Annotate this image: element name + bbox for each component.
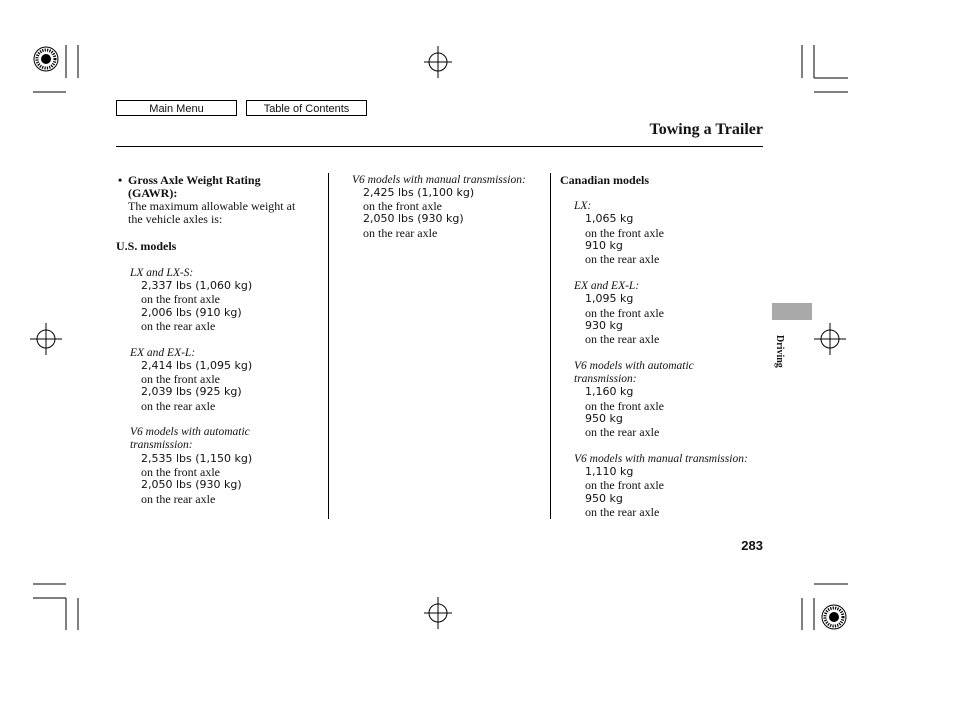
ca-v6-auto-rear-label: on the rear axle [585, 425, 660, 439]
ex-front-value: 2,414 lbs (1,095 kg) [141, 359, 253, 372]
ca-v6-manual-rear-label: on the rear axle [585, 505, 660, 519]
page-title: Towing a Trailer [649, 121, 763, 138]
ca-lx-front-label: on the front axle [585, 226, 664, 240]
ca-ex-front-label: on the front axle [585, 306, 664, 320]
page-number: 283 [741, 538, 763, 553]
v6-manual-rear-label: on the rear axle [363, 226, 438, 240]
section-tab-label: Driving [774, 335, 785, 368]
ca-v6-auto-rear-value: 950 kg [585, 412, 623, 425]
v6-auto-front-value: 2,535 lbs (1,150 kg) [141, 452, 253, 465]
ex-rear-label: on the rear axle [141, 399, 216, 413]
ca-v6-manual-front-label: on the front axle [585, 478, 664, 492]
registration-target-bottom-right [822, 605, 846, 629]
canadian-models-heading: Canadian models [560, 173, 650, 187]
ca-ex-front-value: 1,095 kg [585, 292, 634, 305]
bullet: • [118, 173, 123, 187]
main-menu-button[interactable]: Main Menu [116, 100, 237, 116]
ca-v6-auto-label-line2: transmission: [574, 373, 637, 385]
registration-target-top-left [34, 47, 58, 71]
v6-manual-rear-value: 2,050 lbs (930 kg) [363, 212, 464, 225]
registration-crosshair-right [814, 323, 846, 355]
ca-ex-rear-label: on the rear axle [585, 332, 660, 346]
ca-v6-manual-front-value: 1,110 kg [585, 465, 634, 478]
table-of-contents-button[interactable]: Table of Contents [246, 100, 367, 116]
gawr-heading-line2: (GAWR): [128, 186, 178, 200]
ca-v6-auto-label: V6 models with automatic [574, 360, 694, 372]
v6-manual-label: V6 models with manual transmission: [352, 174, 526, 186]
header-rule [116, 146, 763, 147]
v6-manual-front-label: on the front axle [363, 199, 442, 213]
ca-lx-front-value: 1,065 kg [585, 212, 634, 225]
lx-label: LX and LX-S: [130, 267, 194, 279]
registration-crosshair-top [424, 46, 452, 78]
ca-lx-rear-value: 910 kg [585, 239, 623, 252]
v6-auto-label: V6 models with automatic [130, 426, 250, 438]
v6-auto-label-line2: transmission: [130, 439, 193, 451]
ca-lx-rear-label: on the rear axle [585, 252, 660, 266]
v6-manual-front-value: 2,425 lbs (1,100 kg) [363, 186, 475, 199]
lx-front-value: 2,337 lbs (1,060 kg) [141, 279, 253, 292]
lx-front-label: on the front axle [141, 292, 220, 306]
ca-ex-rear-value: 930 kg [585, 319, 623, 332]
section-tab[interactable] [772, 303, 812, 320]
ca-v6-manual-rear-value: 950 kg [585, 492, 623, 505]
column-divider [550, 173, 551, 519]
ca-lx-label: LX: [574, 200, 592, 212]
ex-label: EX and EX-L: [130, 347, 196, 359]
ca-v6-auto-front-value: 1,160 kg [585, 385, 634, 398]
us-models-heading: U.S. models [116, 239, 177, 253]
ca-v6-auto-front-label: on the front axle [585, 399, 664, 413]
v6-auto-rear-label: on the rear axle [141, 492, 216, 506]
registration-crosshair-left [30, 323, 62, 355]
ex-front-label: on the front axle [141, 372, 220, 386]
column-divider [328, 173, 329, 519]
gawr-heading: Gross Axle Weight Rating [128, 173, 261, 187]
gawr-description-line2: the vehicle axles is: [128, 212, 223, 226]
ex-rear-value: 2,039 lbs (925 kg) [141, 385, 242, 398]
ca-ex-label: EX and EX-L: [574, 280, 640, 292]
ca-v6-manual-label: V6 models with manual transmission: [574, 453, 748, 465]
registration-crosshair-bottom [424, 597, 452, 629]
gawr-description: The maximum allowable weight at [128, 199, 296, 213]
v6-auto-front-label: on the front axle [141, 465, 220, 479]
v6-auto-rear-value: 2,050 lbs (930 kg) [141, 478, 242, 491]
lx-rear-value: 2,006 lbs (910 kg) [141, 306, 242, 319]
lx-rear-label: on the rear axle [141, 319, 216, 333]
